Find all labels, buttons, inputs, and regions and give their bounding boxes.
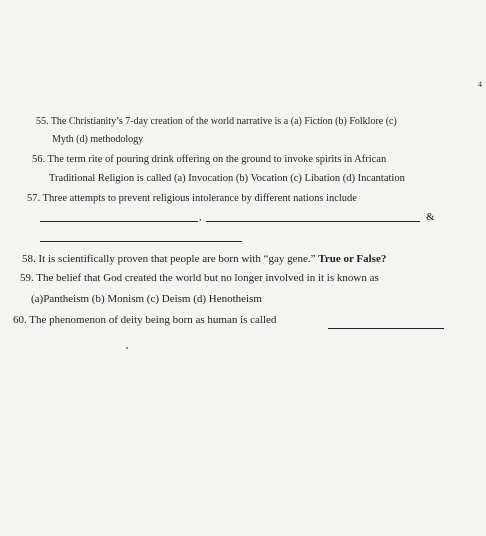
- question-59-line-2: (a)Pantheism (b) Monism (c) Deism (d) Henotheism: [31, 293, 262, 305]
- question-56-line-1: 56. The term rite of pouring drink offering on the ground to invoke spirits in African: [32, 154, 387, 165]
- answer-blank-60: [328, 328, 444, 329]
- question-55-line-2: Myth (d) methodology: [52, 134, 144, 145]
- question-60: 60. The phenomenon of deity being born as human is called: [13, 314, 277, 326]
- question-57-ampersand: &: [426, 211, 435, 223]
- question-59-line-1: 59. The belief that God created the world but no longer involved in it is known as: [20, 272, 379, 284]
- question-58: [22, 254, 386, 265]
- question-56-line-2: Traditional Religion is called (a) Invocation (b) Vocation (c) Libation (d) Incantation: [49, 173, 405, 184]
- question-55-line-1: 55. The Christianity’s 7-day creation of the world narrative is a (a) Fiction (b) Folklore (c): [36, 116, 397, 127]
- question-58-answer-prompt: True or False?: [318, 253, 387, 265]
- question-58-text: 58. It is scientifically proven that people are born with “gay gene.”: [22, 253, 316, 265]
- page-number: 4: [478, 80, 482, 89]
- answer-blank-57-a: [40, 221, 198, 222]
- question-57-line-1: 57. Three attempts to prevent religious intolerance by different nations include: [27, 193, 357, 204]
- question-57-comma: ,: [199, 212, 202, 223]
- answer-blank-57-c: [40, 241, 242, 242]
- paper-speck: [126, 347, 128, 349]
- answer-blank-57-b: [206, 221, 420, 222]
